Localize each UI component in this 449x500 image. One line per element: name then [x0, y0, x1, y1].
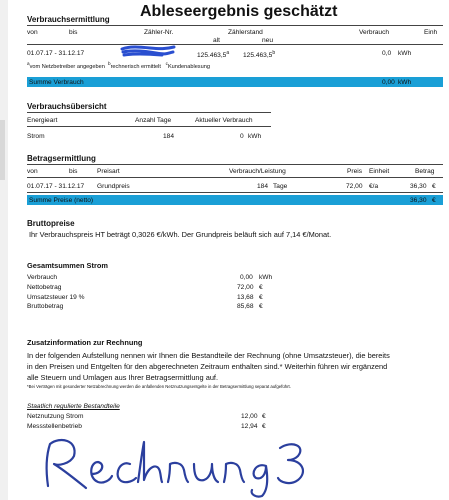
summe-verbrauch-unit: kWh: [398, 79, 412, 86]
zusatz-footnote: *Bei Verträgen mit gesonderter Netzabrechnung werden die anfallenden Netznutzungsentgelte in der Betragsermittlung separat aufgeführt.: [27, 384, 291, 389]
zusatz-item-netznutzung-value: 12,00: [241, 413, 258, 420]
zusatz-line-3: alle Steuern und Umlagen aus Ihrer Betragsermittlung auf.: [27, 373, 219, 382]
col-von: von: [27, 29, 38, 36]
total-value-ust: 13,68: [237, 294, 254, 301]
foot-b: rechnerisch ermittelt: [110, 63, 161, 70]
summe-verbrauch-bar: [27, 77, 443, 87]
foot-b-sup: b: [107, 61, 111, 66]
col-einheit: Einheit: [369, 168, 390, 175]
col-zaehlerstand: Zählerstand: [228, 29, 263, 36]
page-title: Ableseergebnis geschätzt: [140, 3, 338, 20]
row-menge: 184: [257, 183, 269, 190]
divider: [27, 126, 271, 127]
summe-verbrauch-label: Summe Verbrauch: [29, 79, 84, 86]
divider: [27, 192, 443, 193]
divider: [27, 44, 443, 45]
row-neu: [243, 50, 275, 59]
total-value-verbrauch: 0,00: [240, 274, 253, 281]
zusatz-line-2: in den Preisen und Entgelten für den abgerechneten Zeitraum enthalten sind.* Weiterhin führen wir ergänzend: [27, 362, 388, 371]
section-heading-zusatzinformation: Zusatzinformation zur Rechnung: [27, 338, 143, 347]
row-verbrauch: 0,0: [382, 50, 392, 57]
zusatz-item-netznutzung-unit: €: [262, 413, 266, 420]
zusatz-line-1: In der folgenden Aufstellung nennen wir Ihnen die Bestandteile der Rechnung (ohne Umsatzsteuer), die bereits: [27, 351, 390, 360]
row-betrag: 36,30: [410, 183, 427, 190]
col-preis: Preis: [347, 168, 363, 175]
summe-preise-label: Summe Preise (netto): [29, 197, 94, 204]
total-value-brutto: 85,68: [237, 303, 254, 310]
foot-a: vom Netzbetreiber angegeben: [29, 63, 105, 70]
row-alt-value: 125.463,5: [197, 52, 227, 60]
divider: [27, 25, 443, 26]
row-period: 01.07.17 - 31.12.17: [27, 50, 85, 57]
col-verbrauch: Verbrauch: [359, 29, 390, 36]
col-von: von: [27, 168, 38, 175]
zusatz-item-messstelle-value: 12,94: [241, 423, 258, 430]
row-alt-sup: a: [226, 50, 230, 56]
summe-verbrauch-value: 0,00: [382, 79, 395, 86]
row-tage: 184: [163, 133, 175, 140]
total-label-ust: Umsatzsteuer 19 %: [27, 294, 85, 301]
row-betrag-unit: €: [432, 183, 436, 190]
col-einh: Einh: [424, 29, 438, 36]
row-energieart: Strom: [27, 133, 45, 140]
divider: [27, 177, 443, 178]
col-energieart: Energieart: [27, 117, 58, 124]
col-betrag: Betrag: [415, 168, 435, 175]
col-neu: neu: [262, 37, 274, 44]
page-edge-shadow: [0, 120, 5, 180]
row-preisart: Grundpreis: [97, 183, 130, 190]
zusatz-subheading: Staatlich regulierte Bestandteile: [27, 403, 120, 410]
footnotes: [27, 61, 210, 70]
section-heading-gesamtsummen: Gesamtsummen Strom: [27, 261, 108, 270]
zusatz-item-netznutzung-label: Netznutzung Strom: [27, 413, 84, 420]
total-value-netto: 72,00: [237, 284, 254, 291]
total-unit-verbrauch: kWh: [259, 274, 273, 281]
row-neu-value: 125.463,5: [243, 52, 273, 60]
total-label-netto: Nettobetrag: [27, 284, 62, 291]
section-heading-verbrauchsuebersicht: Verbrauchsübersicht: [27, 102, 107, 111]
row-neu-sup: b: [272, 50, 276, 56]
row-einh: kWh: [398, 50, 412, 57]
row-menge-unit: Tage: [273, 183, 288, 190]
total-label-verbrauch: Verbrauch: [27, 274, 58, 281]
row-unit: kWh: [248, 133, 262, 140]
col-zaehler-nr: Zähler-Nr.: [144, 29, 174, 36]
foot-c: Kundenablesung: [167, 63, 210, 70]
total-unit-netto: €: [259, 284, 263, 291]
foot-a-sup: a: [27, 61, 30, 66]
summe-preise-value: 36,30: [410, 197, 427, 204]
row-period: 01.07.17 - 31.12.17: [27, 183, 85, 190]
page-edge: [0, 0, 8, 500]
col-aktueller-verbrauch: Aktueller Verbrauch: [195, 117, 253, 124]
col-preisart: Preisart: [97, 168, 120, 175]
row-einheit: €/a: [369, 183, 379, 190]
col-verbrauch-leistung: Verbrauch/Leistung: [229, 168, 286, 175]
row-preis: 72,00: [346, 183, 363, 190]
redaction-scribble-icon: [120, 44, 176, 58]
divider: [27, 112, 271, 113]
col-anzahl-tage: Anzahl Tage: [135, 117, 172, 124]
total-unit-brutto: €: [259, 303, 263, 310]
bruttopreise-text: Ihr Verbrauchspreis HT beträgt 0,3026 €/kWh. Der Grundpreis beläuft sich auf 7,14 €/Monat.: [29, 230, 332, 239]
col-bis: bis: [69, 168, 78, 175]
col-alt: alt: [213, 37, 220, 44]
row-verbrauch: 0: [240, 133, 244, 140]
section-heading-betragsermittlung: Betragsermittlung: [27, 154, 96, 163]
divider: [27, 164, 443, 165]
col-bis: bis: [69, 29, 78, 36]
total-label-brutto: Bruttobetrag: [27, 303, 64, 310]
handwritten-note: [40, 434, 310, 498]
row-alt: [197, 50, 229, 59]
section-heading-bruttopreise: Bruttopreise: [27, 219, 75, 228]
foot-c-sup: c: [165, 61, 168, 66]
total-unit-ust: €: [259, 294, 263, 301]
section-heading-verbrauchsermittlung: Verbrauchsermittlung: [27, 15, 110, 24]
zusatz-item-messstelle-unit: €: [262, 423, 266, 430]
summe-preise-unit: €: [432, 197, 436, 204]
zusatz-item-messstelle-label: Messstellenbetrieb: [27, 423, 82, 430]
